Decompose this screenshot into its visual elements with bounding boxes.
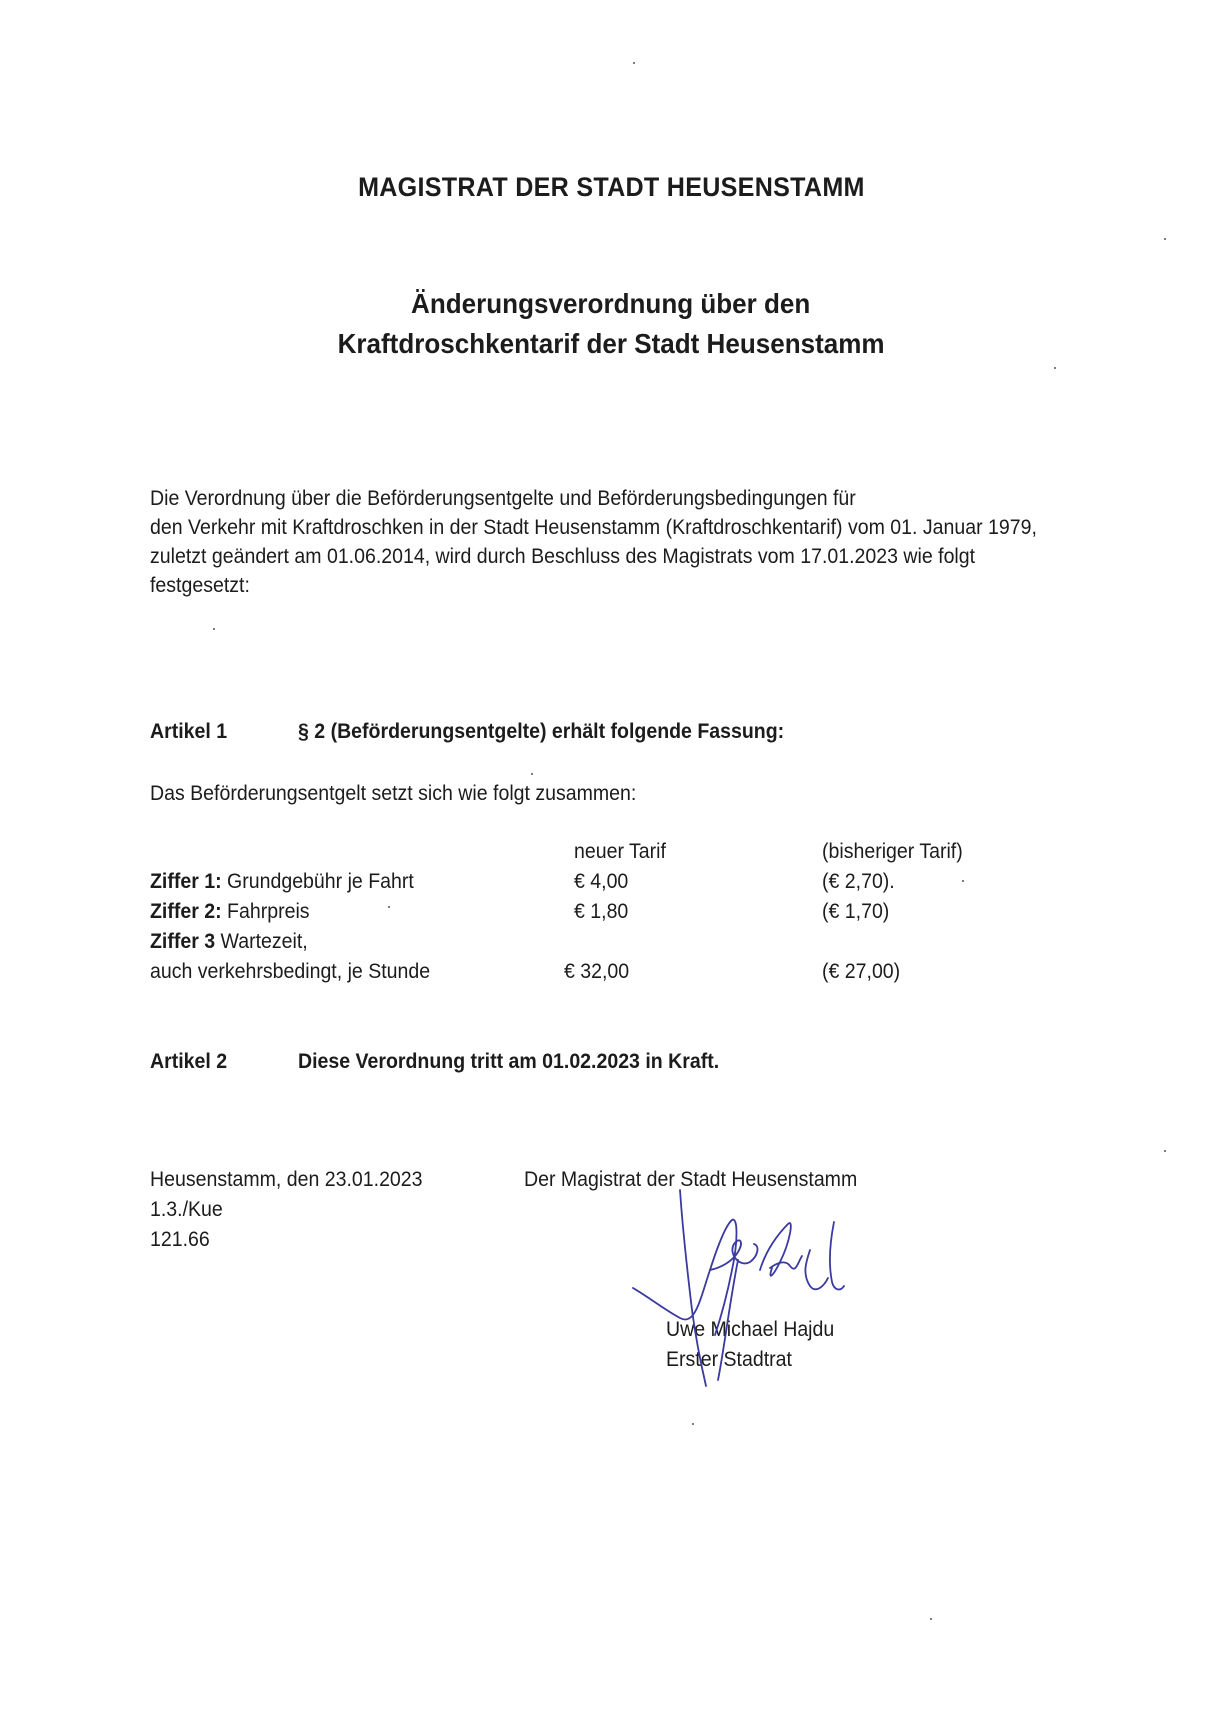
article1-lead: Das Beförderungsentgelt setzt sich wie folgt zusammen: [150, 782, 637, 805]
reference-code: 1.3./Kue [150, 1198, 223, 1221]
signatory-organization: Der Magistrat der Stadt Heusenstamm [524, 1168, 858, 1191]
signatory-title: Erster Stadtrat [666, 1348, 792, 1371]
file-number: 121.66 [150, 1228, 210, 1251]
intro-paragraph [150, 484, 1080, 600]
scan-speck [388, 906, 390, 908]
tariff-key: Ziffer 1: [150, 870, 222, 893]
scan-speck [962, 880, 964, 882]
tariff-row-3 [150, 930, 308, 954]
tariff-desc: Fahrpreis [227, 900, 310, 923]
column-header-old-tariff: (bisheriger Tarif) [822, 840, 963, 863]
article1-label: Artikel 1 [150, 720, 228, 743]
tariff-old-value: (€ 1,70) [822, 900, 890, 923]
signatory-name: Uwe Michael Hajdu [666, 1318, 835, 1341]
document-title-line1: Änderungsverordnung über den [411, 288, 811, 319]
scan-speck [1164, 1150, 1166, 1152]
column-header-new-tariff: neuer Tarif [574, 840, 666, 863]
place-and-date: Heusenstamm, den 23.01.2023 [150, 1168, 423, 1191]
tariff-desc: Wartezeit, [220, 930, 308, 953]
document-title-line2: Kraftdroschkentarif der Stadt Heusenstamm [337, 328, 885, 359]
article2-label: Artikel 2 [150, 1050, 228, 1073]
intro-line: Die Verordnung über die Beförderungsentgelte und Beförderungsbedingungen für [150, 487, 856, 510]
tariff-desc-continued: auch verkehrsbedingt, je Stunde [150, 960, 431, 983]
tariff-row-2 [150, 900, 310, 924]
handwritten-signature [620, 1150, 860, 1390]
scan-speck [1054, 367, 1056, 369]
article1-heading: § 2 (Beförderungsentgelte) erhält folgende Fassung: [298, 720, 785, 743]
scan-speck [531, 773, 533, 775]
scan-speck [692, 1423, 694, 1425]
tariff-key: Ziffer 2: [150, 900, 222, 923]
scan-speck [633, 62, 635, 64]
tariff-row-1 [150, 870, 414, 894]
intro-line: den Verkehr mit Kraftdroschken in der Stadt Heusenstamm (Kraftdroschkentarif) vom 01. Januar 1979, [150, 516, 1037, 539]
tariff-old-value: (€ 2,70). [822, 870, 895, 893]
intro-line: zuletzt geändert am 01.06.2014, wird durch Beschluss des Magistrats vom 17.01.2023 wie folgt [150, 545, 976, 568]
scan-speck [930, 1618, 932, 1620]
authority-heading: MAGISTRAT DER STADT HEUSENSTAMM [357, 172, 865, 202]
tariff-new-value: € 4,00 [574, 870, 629, 893]
tariff-new-value: € 1,80 [574, 900, 629, 923]
tariff-new-value: € 32,00 [564, 960, 630, 983]
intro-line: festgesetzt: [150, 574, 250, 597]
scan-speck [213, 628, 215, 630]
scan-speck [1164, 238, 1166, 240]
tariff-desc: Grundgebühr je Fahrt [227, 870, 414, 893]
tariff-old-value: (€ 27,00) [822, 960, 901, 983]
tariff-key: Ziffer 3 [150, 930, 216, 953]
article2-text: Diese Verordnung tritt am 01.02.2023 in Kraft. [298, 1050, 720, 1073]
